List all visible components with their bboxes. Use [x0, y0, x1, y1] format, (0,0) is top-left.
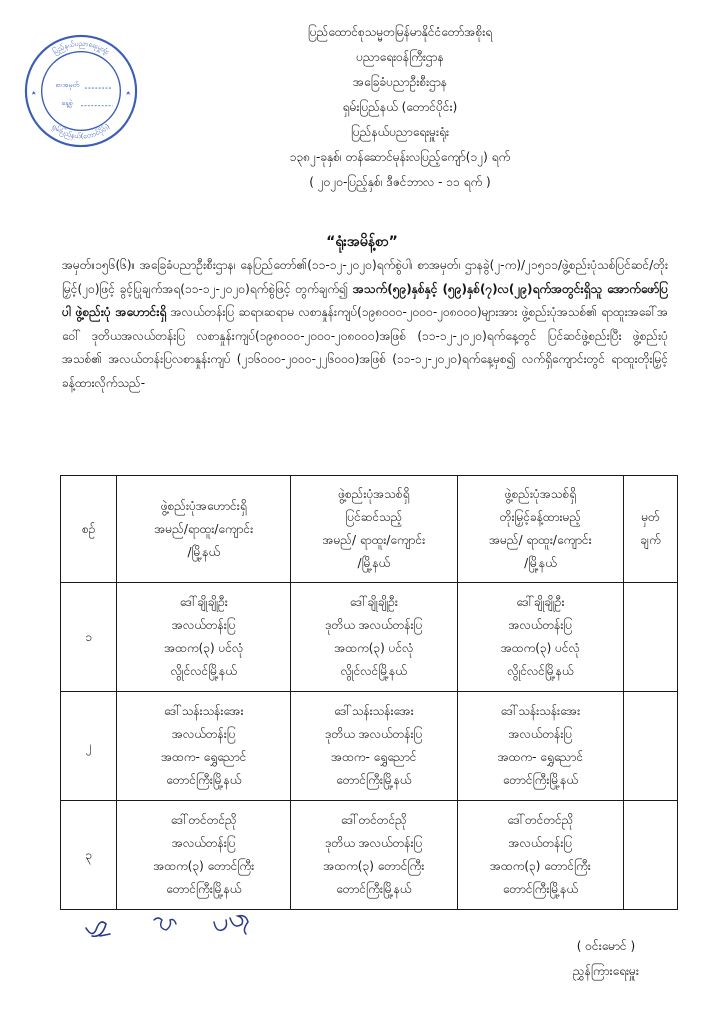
row-amended-entry: ဒေါ်ချိုချိုဦး ဒုတိယ အလယ်တန်းပြ အထက(၃) ပင်လုံ လွိုင်လင်မြို့နယ် [291, 583, 458, 692]
initial-signature [86, 922, 110, 936]
initial-signature [154, 918, 176, 930]
row-promoted-entry: ဒေါ်ချိုချိုဦး အလယ်တန်းပြ အထက(၃) ပင်လုံ လွိုင်လင်မြို့နယ် [457, 583, 624, 692]
government-name: ပြည်ထောင်စုသမ္မတမြန်မာနိုင်ငံတော်အစိုးရ [307, 25, 493, 39]
office-seal [22, 32, 140, 150]
row-promoted-entry: ဒေါ်တင်တင်ညို အလယ်တန်းပြ အထက(၃) တောင်ကြီး တောင်ကြီးမြို့နယ် [457, 801, 624, 910]
row-remark [624, 801, 678, 910]
row-old-entry: ဒေါ်တင်တင်ညို အလယ်တန်းပြ အထက(၃) တောင်ကြီး တောင်ကြီးမြို့နယ် [117, 801, 291, 910]
seal-ring-text-bottom: ရှမ်းပြည်နယ်(တောင်ပိုင်း) [50, 122, 112, 141]
row-amended-entry: ဒေါ်တင်တင်ညို ဒုတိယ အလယ်တန်းပြ အထက(၃) တောင်ကြီး တောင်ကြီးမြို့နယ် [291, 801, 458, 910]
office-name: ပြည်နယ်ပညာရေးမှူးရုံး [351, 125, 449, 139]
ministry-name: ပညာရေးဝန်ကြီးဌာန [356, 50, 444, 64]
header-promoted-structure: ဖွဲ့စည်းပုံအသစ်ရှိ တိုးမြှင့်ခန့်ထားမည့် အမည်/ ရာထူး/ကျောင်း /မြို့နယ် [457, 476, 624, 583]
header-amended-structure: ဖွဲ့စည်းပုံအသစ်ရှိ ပြင်ဆင်သည့် အမည်/ ရာထူး/ကျောင်း /မြို့နယ် [291, 476, 458, 583]
table-header-row [61, 476, 678, 583]
order-title: “ရုံးအမိန့်စာ” [326, 234, 398, 250]
handwritten-initials [80, 908, 300, 948]
row-promoted-entry: ဒေါ်သန်းသန်းအေး အလယ်တန်းပြ အထက- ရွှေညောင် တောင်ကြီးမြို့နယ် [457, 692, 624, 801]
row-old-entry: ဒေါ်သန်းသန်းအေး အလယ်တန်းပြ အထက- ရွှေညောင် တောင်ကြီးမြို့နယ် [117, 692, 291, 801]
table-row [61, 692, 678, 801]
row-old-entry: ဒေါ်ချိုချိုဦး အလယ်တန်းပြ အထက(၃) ပင်လုံ လွိုင်လင်မြို့နယ် [117, 583, 291, 692]
row-serial: ၂ [61, 692, 117, 801]
promotion-table [60, 475, 678, 910]
row-serial: ၃ [61, 801, 117, 910]
gregorian-date: ( ၂၀၂၀-ပြည့်နှစ်၊ ဒီဇင်ဘာလ - ၁၁ ရက် ) [309, 175, 491, 189]
signer-title: ညွှန်ကြားရေးမှူး [573, 964, 639, 978]
signer-name: ( ဝင်းမောင် ) [576, 939, 636, 953]
row-remark [624, 583, 678, 692]
seal-ring-text: ပြည်နယ်ပညာရေးမှူးရုံး [51, 39, 111, 56]
letterhead [150, 20, 650, 195]
signature-block [536, 934, 676, 984]
department-name: အခြေခံပညာဦးစီးဌာန [353, 75, 447, 89]
table-row [61, 583, 678, 692]
seal-date-label: နေ့စွဲ [61, 98, 73, 107]
row-remark [624, 692, 678, 801]
region-name: ရှမ်းပြည်နယ် (တောင်ပိုင်း) [342, 100, 458, 114]
header-serial: စဉ် [61, 476, 117, 583]
header-remark: မှတ် ချက် [624, 476, 678, 583]
seal-star-icon [126, 91, 130, 95]
order-body-emphasis: အသက်(၅၉)နှစ်နှင့် (၅၉)နှစ်(၇)လ(၂၉)ရက်အတွင်းရှိသူ အောက်ဖော်ပြပါ ဖွဲ့စည်းပုံ အဟောင်းရှိ [62, 281, 668, 319]
initial-signature [214, 916, 248, 934]
order-body [62, 254, 668, 395]
order-body-part2: အလယ်တန်းပြ ဆရာ၊ဆရာမ လစာနှုန်းကျပ်(၁၉၈၀၀၀-၂၀၀၀-၂၀၈၀၀၀)များအား ဖွဲ့စည်းပုံအသစ်၏ ရာထူးအခေါ်အဝေါ် ဒုတိယအလယ်တန်းပြ လစာနှုန်းကျပ်(၁၉၈၀၀၀-၂၀၀၀-၂၀၈၀၀၀)အဖြစ် (၁၁-၁၂-၂၀၂၀)ရက်နေ့တွင် ပြင်ဆင်ဖွဲ့စည်းပြီး ဖွဲ့စည်းပုံအသစ်၏ အလယ်တန်းပြလစာနှုန်းကျပ် (၂၁၆၀၀၀-၂၀၀၀-၂၂၆၀၀၀)အဖြစ် (၁၁-၁၂-၂၀၂၀)ရက်နေ့မှစ၍ လက်ရှိကျောင်းတွင် ရာထူးတိုးမြှင့် ခန့်ထားလိုက်သည်- [62, 305, 669, 390]
row-amended-entry: ဒေါ်သန်းသန်းအေး ဒုတိယ အလယ်တန်းပြ အထက- ရွှေညောင် တောင်ကြီးမြို့နယ် [291, 692, 458, 801]
seal-star-icon [32, 91, 36, 95]
table-row [61, 801, 678, 910]
header-old-structure: ဖွဲ့စည်းပုံအဟောင်းရှိ အမည်/ရာထူး/ကျောင်း /မြို့နယ် [117, 476, 291, 583]
order-body-part1: အမှတ်။၁၅၆(၆)။ အခြေခံပညာဦးစီးဌာန၊ နေပြည်တော်၏(၁၁-၁၂-၂၀၂၀)ရက်စွဲပါ၊ စာအမှတ်၊ ဌာနခွဲ(၂-က)/၂၁၅၁၁/ဖွဲ့စည်းပုံသစ်ပြင်ဆင်/တိုးမြှင့်(၂၀)ဖြင့် ခွင့်ပြုချက်အရ(၁၁-၁၂-၂၀၂၀)ရက်စွဲဖြင့် တွက်ချက်၍ [62, 258, 668, 296]
myanmar-date: ၁၃၈၂-ခုနှစ်၊ တန်ဆောင်မုန်းလပြည့်ကျော်(၁၂) ရက် [289, 150, 511, 164]
seal-number-label: စာအမှတ် [55, 81, 80, 90]
row-serial: ၁ [61, 583, 117, 692]
